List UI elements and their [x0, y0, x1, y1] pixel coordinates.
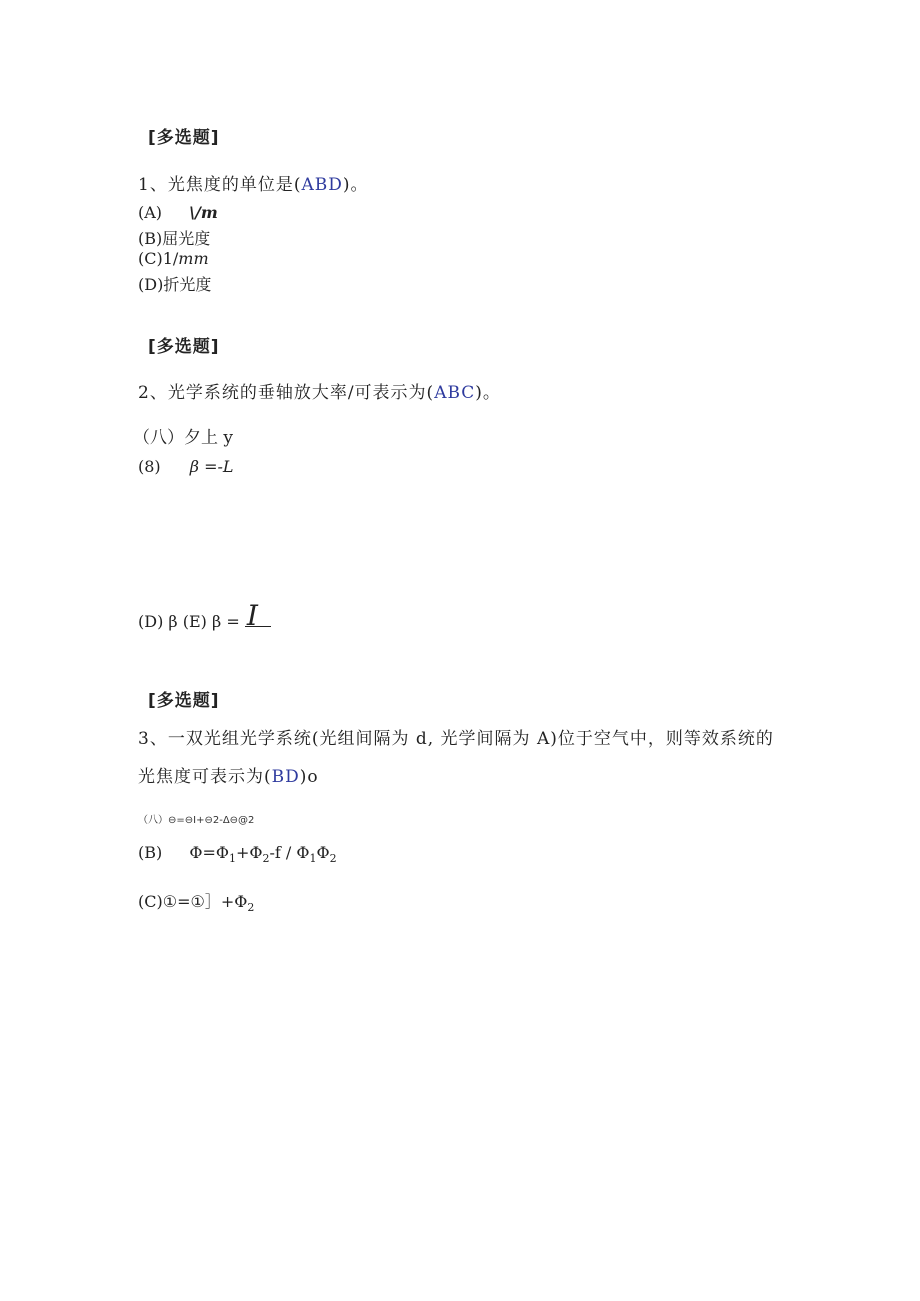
question-1-stem-prefix: 1、光焦度的单位是( — [138, 175, 302, 195]
formula-subscript: 2 — [329, 852, 337, 866]
option-e-glyph-letter: I — [246, 599, 258, 632]
question-3-type-label: [多选题] — [148, 691, 220, 711]
option-c-label: (C)1/ — [138, 249, 179, 268]
question-2-stem-prefix: 2、光学系统的垂轴放大率/可表示为( — [138, 383, 435, 403]
question-3-answer: BD — [271, 767, 300, 787]
question-2-stem-suffix: )。 — [475, 383, 501, 403]
formula-subscript: 1 — [228, 852, 236, 866]
question-2-answer: ABC — [434, 383, 476, 403]
question-3-stem-line-2 — [138, 762, 319, 787]
question-1-option-c — [138, 249, 209, 268]
fraction-bar — [245, 626, 271, 627]
question-1-answer: ABD — [301, 175, 343, 195]
question-1-option-b: (B)屈光度 — [138, 229, 211, 248]
option-b-value: β =-L — [189, 457, 234, 476]
question-3-stem-prefix: 光焦度可表示为( — [138, 767, 272, 787]
question-1-type-label: [多选题] — [148, 128, 220, 148]
question-2-stem — [138, 378, 501, 403]
option-b-label: (B) — [138, 843, 163, 862]
formula-part: Φ — [316, 843, 330, 862]
formula-part: -f / Φ — [269, 843, 310, 862]
option-e-fraction-glyph — [245, 599, 275, 632]
option-d-e-label: (D) β (E) β = — [138, 612, 240, 631]
question-3-option-c — [138, 889, 254, 914]
option-a-value: \/m — [189, 203, 218, 222]
formula-subscript: 2 — [262, 852, 270, 866]
question-3-option-b — [138, 843, 337, 865]
option-b-label: (8) — [138, 457, 161, 476]
question-2-option-b — [138, 457, 234, 476]
formula-part: Φ=Φ — [189, 843, 229, 862]
formula-subscript: 1 — [309, 852, 317, 866]
option-a-label: (A) — [138, 203, 163, 222]
question-1-option-d: (D)折光度 — [138, 275, 212, 294]
option-c-value: mm — [178, 249, 209, 268]
formula-part: +Φ — [235, 843, 263, 862]
question-1-stem — [138, 170, 369, 195]
question-3-stem-suffix: )o — [299, 767, 319, 787]
question-3-option-a: （八）⊖=⊖I+⊖2-Δ⊖@2 — [138, 815, 255, 826]
question-2-option-d-e — [138, 599, 275, 632]
formula-subscript: 2 — [247, 901, 255, 915]
question-3-stem-line-1: 3、一双光组光学系统(光组间隔为 d, 光学间隔为 A)位于空气中，则等效系统的 — [138, 729, 774, 749]
option-b-formula — [189, 843, 337, 866]
question-2-option-a: （八）夕上 y — [133, 428, 234, 448]
question-1-stem-suffix: )。 — [342, 175, 369, 195]
question-1-option-a — [138, 203, 218, 222]
question-2-type-label: [多选题] — [148, 337, 220, 357]
option-c-formula: (C)①=①］+Φ — [138, 892, 248, 911]
